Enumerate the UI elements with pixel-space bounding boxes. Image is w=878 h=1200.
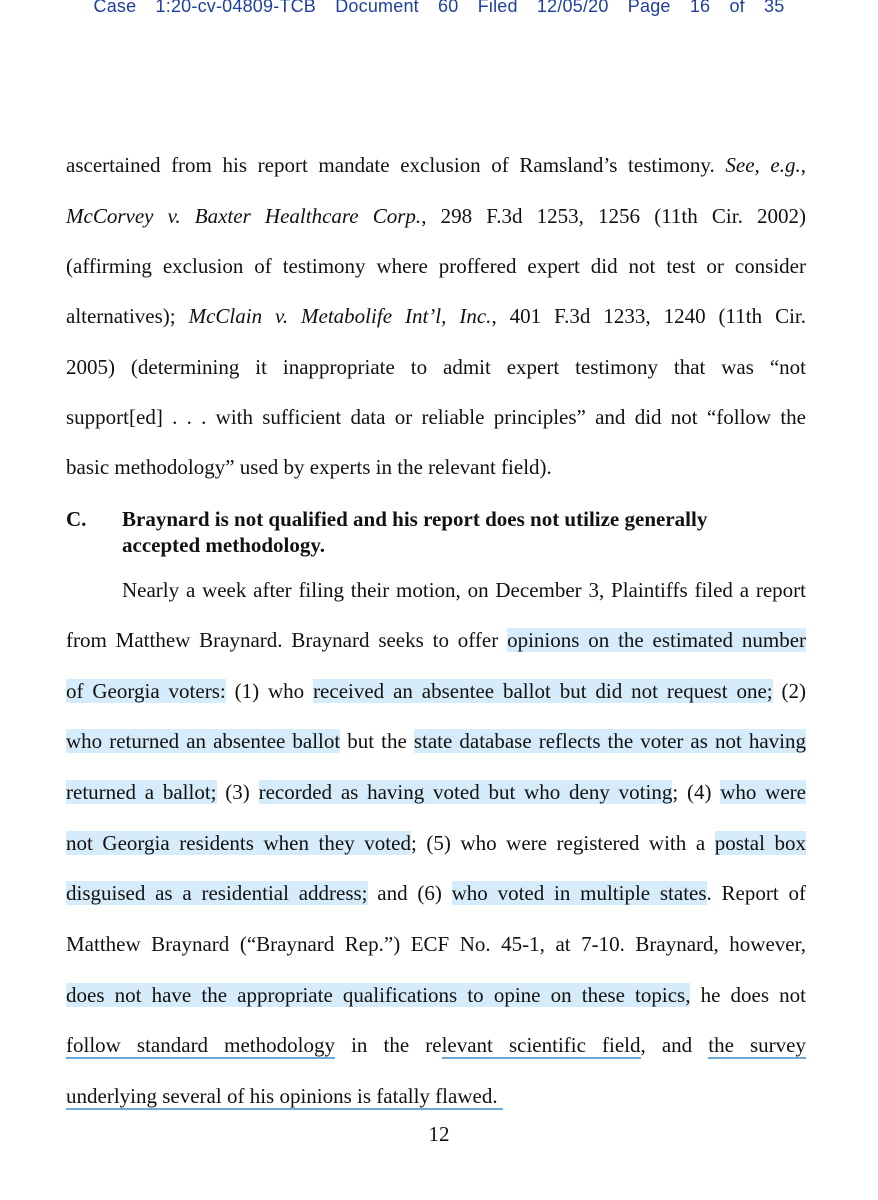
- highlighted-text: returned a ballot;: [66, 780, 217, 804]
- highlighted-text: of Georgia voters:: [66, 679, 226, 703]
- highlighted-text: who voted in multiple states: [451, 881, 707, 905]
- text: Matthew Braynard (“Braynard Rep.”) ECF No. 45-1, at 7-10. Braynard, however,: [66, 932, 806, 956]
- underlined-text: follow standard methodology: [66, 1033, 335, 1057]
- paragraph2-line: [66, 828, 806, 858]
- highlighted-text: does not have the appropriate qualifications to opine on these topics,: [66, 983, 691, 1007]
- document-number: Document 60: [335, 0, 459, 16]
- case-name: McClain v. Metabolife Int’l, Inc.: [188, 304, 492, 328]
- underlined-space: [498, 1084, 503, 1110]
- paragraph1-line: [66, 452, 806, 482]
- paragraph2-line: [66, 980, 806, 1010]
- paragraph1-line: [66, 201, 806, 231]
- paragraph2-line: [66, 777, 806, 807]
- highlighted-text: received an absentee ballot but did not request one;: [313, 679, 773, 703]
- text: basic methodology” used by experts in the relevant field).: [66, 455, 552, 479]
- paragraph1-line: [66, 352, 806, 382]
- text: support[ed] . . . with sufficient data or reliable principles” and did not “follow the: [66, 405, 806, 429]
- paragraph1-line: [66, 251, 806, 281]
- case-header: [0, 0, 878, 17]
- text: ; (5) who were registered with a: [410, 831, 715, 855]
- underlined-text: underlying several of his opinions is fatally flawed.: [66, 1084, 498, 1108]
- page-indicator: Page 16 of 35: [627, 0, 785, 16]
- text: Nearly a week after filing their motion, on December 3, Plaintiffs filed a report: [122, 578, 806, 602]
- paragraph1-line: [66, 301, 806, 331]
- text: ascertained from his report mandate exclusion of Ramsland’s testimony.: [66, 153, 726, 177]
- case-number: Case 1:20-cv-04809-TCB: [93, 0, 317, 16]
- case-name: McCorvey v. Baxter Healthcare Corp.: [66, 204, 422, 228]
- text: alternatives);: [66, 304, 189, 328]
- highlighted-text: state database reflects the voter as not having: [413, 729, 806, 753]
- paragraph2-line: [66, 929, 806, 959]
- text: he does not: [690, 983, 807, 1007]
- highlighted-text: postal box: [714, 831, 806, 855]
- text: and (6): [367, 881, 452, 905]
- text: ,: [800, 153, 806, 177]
- section-title-line: Braynard is not qualified and his report does not utilize generally: [122, 507, 708, 531]
- text: in the re: [334, 1033, 442, 1057]
- text: , 401 F.3d 1233, 1240 (11th Cir.: [491, 304, 806, 328]
- highlighted-text: opinions on the estimated number: [507, 628, 807, 652]
- text: but the: [340, 729, 414, 753]
- highlighted-text: not Georgia residents when they voted: [66, 831, 411, 855]
- underlined-text: the survey: [708, 1033, 806, 1057]
- paragraph2-line: [66, 1030, 806, 1060]
- text: (affirming exclusion of testimony where proffered expert did not test or consider: [66, 254, 806, 278]
- text: (1) who: [225, 679, 314, 703]
- paragraph2-line: [66, 625, 806, 655]
- paragraph2-line: [66, 676, 806, 706]
- section-title-line: accepted methodology.: [122, 533, 325, 557]
- paragraph2-line: [66, 878, 806, 908]
- paragraph1-line: [66, 150, 806, 180]
- text: , and: [640, 1033, 709, 1057]
- citation-signal: See, e.g.: [725, 153, 801, 177]
- highlighted-text: who were: [720, 780, 806, 804]
- highlighted-text: recorded as having voted but who deny voting: [258, 780, 673, 804]
- text: , 298 F.3d 1253, 1256 (11th Cir. 2002): [421, 204, 806, 228]
- filed-date: Filed 12/05/20: [477, 0, 609, 16]
- text: ; (4): [672, 780, 721, 804]
- text: from Matthew Braynard. Braynard seeks to offer: [66, 628, 508, 652]
- section-letter: C.: [66, 507, 87, 531]
- paragraph2-line: [66, 726, 806, 756]
- text: (3): [216, 780, 259, 804]
- section-title: [122, 506, 782, 558]
- page-number: 12: [428, 1122, 450, 1146]
- text: . Report of: [706, 881, 806, 905]
- underlined-text: levant scientific field: [441, 1033, 641, 1057]
- paragraph2-line: [66, 1081, 806, 1111]
- highlighted-text: who returned an absentee ballot: [66, 729, 341, 753]
- text: 2005) (determining it inappropriate to admit expert testimony that was “not: [66, 355, 806, 379]
- paragraph2-line: [122, 575, 806, 605]
- text: (2): [772, 679, 806, 703]
- highlighted-text: disguised as a residential address;: [66, 881, 368, 905]
- paragraph1-line: [66, 402, 806, 432]
